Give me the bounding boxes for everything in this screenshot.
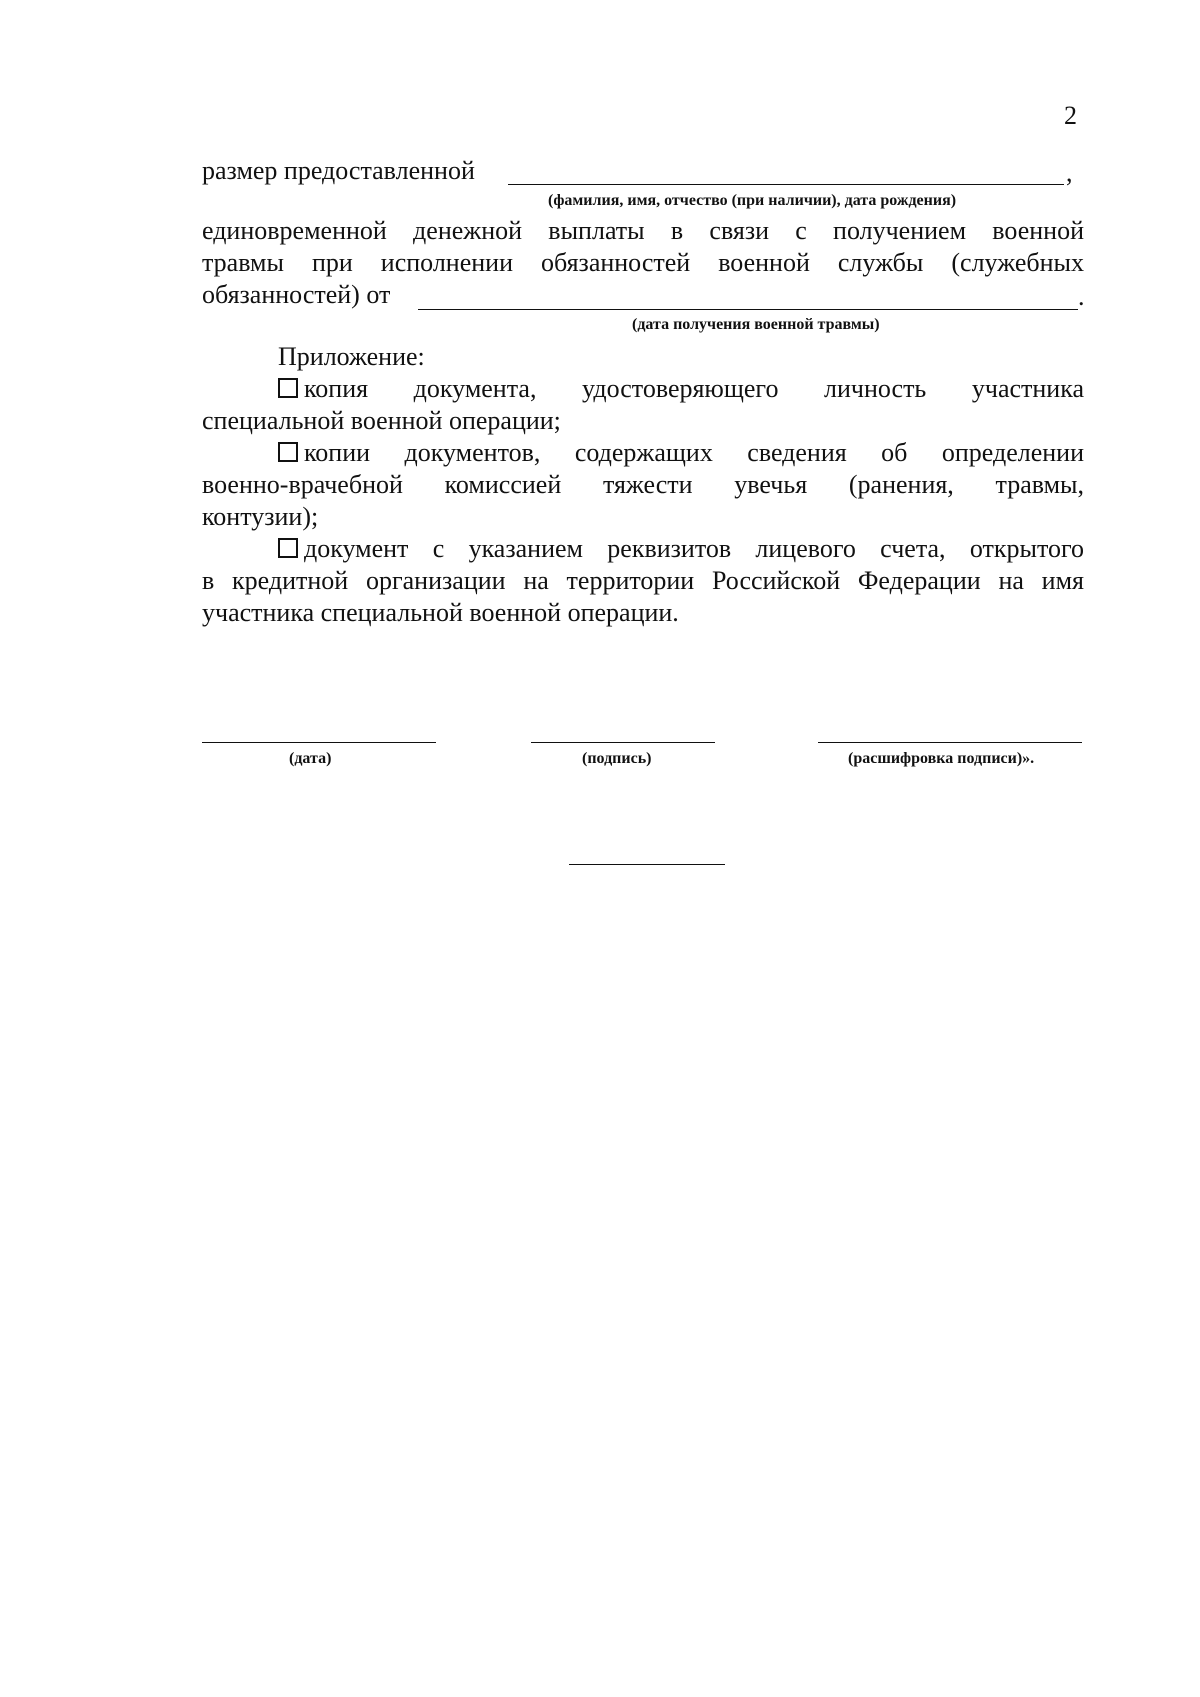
text-line-4: обязанностей) от bbox=[202, 280, 391, 309]
closing-separator bbox=[569, 864, 725, 865]
text-line-1: размер предоставленной bbox=[202, 156, 475, 185]
fio-input-line[interactable] bbox=[508, 184, 1064, 185]
signature-decode-caption: (расшифровка подписи)». bbox=[848, 750, 1035, 767]
signature-line[interactable] bbox=[531, 742, 715, 743]
page-number: 2 bbox=[1064, 101, 1077, 130]
signature-decode-line[interactable] bbox=[818, 742, 1082, 743]
signature-caption: (подпись) bbox=[582, 750, 652, 767]
attachment-item-1-line-2: специальной военной операции; bbox=[202, 406, 561, 435]
attachment-item-2-text: копии документов, содержащих сведения об определении bbox=[304, 438, 1084, 467]
checkbox-attachment-1[interactable] bbox=[278, 378, 298, 398]
attachment-item-1-line-1 bbox=[278, 374, 1084, 404]
text-line-3: травмы при исполнении обязанностей военной службы (служебных bbox=[202, 248, 1084, 277]
attachment-item-3-line-3: участника специальной военной операции. bbox=[202, 598, 679, 627]
attachment-item-2-line-1 bbox=[278, 438, 1084, 468]
attachment-item-1-text: копия документа, удостоверяющего личность участника bbox=[304, 374, 1084, 403]
attachment-item-3-text: документ с указанием реквизитов лицевого счета, открытого bbox=[304, 534, 1084, 563]
trauma-date-input-line[interactable] bbox=[418, 309, 1078, 310]
attachment-item-3-line-1 bbox=[278, 534, 1084, 564]
period: . bbox=[1078, 282, 1085, 311]
date-signature-line[interactable] bbox=[202, 742, 436, 743]
checkbox-attachment-2[interactable] bbox=[278, 442, 298, 462]
date-caption: (дата) bbox=[289, 750, 332, 767]
attachment-item-2-line-3: контузии); bbox=[202, 502, 319, 531]
attachments-heading: Приложение: bbox=[278, 342, 425, 371]
text-line-2: единовременной денежной выплаты в связи с получением военной bbox=[202, 216, 1084, 245]
comma: , bbox=[1066, 158, 1073, 187]
caption-trauma-date: (дата получения военной травмы) bbox=[632, 316, 880, 333]
attachment-item-2-line-2: военно-врачебной комиссией тяжести увечья (ранения, травмы, bbox=[202, 470, 1084, 499]
caption-fio: (фамилия, имя, отчество (при наличии), дата рождения) bbox=[548, 192, 957, 209]
checkbox-attachment-3[interactable] bbox=[278, 538, 298, 558]
attachment-item-3-line-2: в кредитной организации на территории Российской Федерации на имя bbox=[202, 566, 1084, 595]
